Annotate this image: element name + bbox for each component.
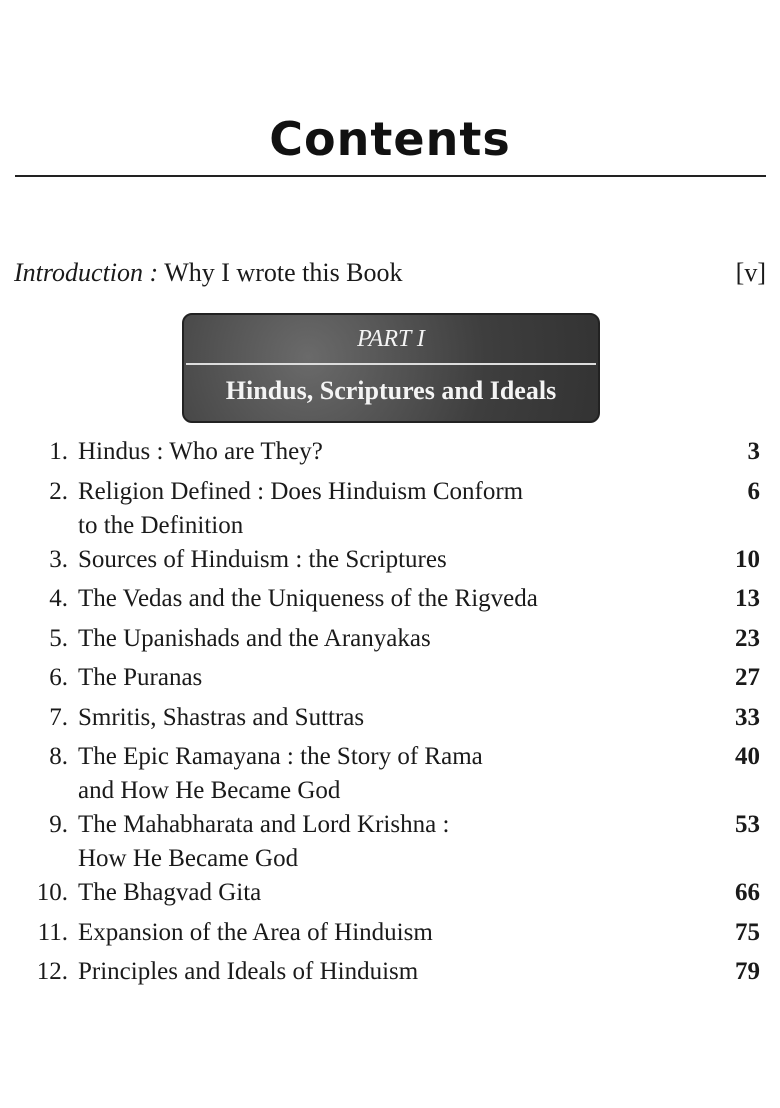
toc-entry[interactable] <box>0 543 780 577</box>
part-banner <box>182 313 600 423</box>
entry-title-line: Expansion of the Area of Hinduism <box>78 918 433 946</box>
entry-title-line: The Vedas and the Uniqueness of the Rigveda <box>78 585 538 612</box>
entry-page: 13 <box>735 585 760 612</box>
entry-title <box>78 955 640 989</box>
entry-title <box>78 808 640 876</box>
entry-number: 12. <box>36 958 68 985</box>
toc-entry[interactable] <box>0 661 780 695</box>
entry-number: 7. <box>49 703 68 731</box>
entry-title-line: The Bhagvad Gita <box>78 879 262 906</box>
entry-title-line: Principles and Ideals of Hinduism <box>78 958 419 985</box>
toc-entry[interactable] <box>0 435 780 469</box>
entry-page: 23 <box>735 624 760 652</box>
entry-title <box>78 543 640 577</box>
entry-title-line: Hindus : Who are They? <box>78 438 323 465</box>
entry-title <box>78 916 640 950</box>
entry-page: 79 <box>735 958 760 985</box>
entry-page: 33 <box>735 703 760 731</box>
entry-page: 53 <box>735 811 760 838</box>
entry-number: 9. <box>49 811 68 838</box>
entry-title-line: Smritis, Shastras and Suttras <box>78 703 365 731</box>
intro-text: Why I wrote this Book <box>164 258 403 287</box>
title-rule <box>15 175 766 177</box>
entry-title <box>78 740 640 808</box>
toc-entry[interactable] <box>0 955 780 989</box>
entry-title-line: Religion Defined : Does Hinduism Conform <box>78 477 524 505</box>
entry-title-line: The Epic Ramayana : the Story of Rama <box>78 743 483 770</box>
entry-title <box>78 661 640 695</box>
toc-entry[interactable] <box>0 475 780 543</box>
entry-title-line: The Upanishads and the Aranyakas <box>78 624 431 652</box>
entry-number: 3. <box>49 545 68 573</box>
entry-title-line: How He Became God <box>78 845 299 872</box>
entry-title-line: to the Definition <box>78 511 244 539</box>
entry-title-line: Sources of Hinduism : the Scriptures <box>78 545 447 573</box>
entry-title <box>78 435 640 469</box>
toc-entry[interactable] <box>0 876 780 910</box>
entry-number: 6. <box>49 664 68 691</box>
intro-page: [v] <box>735 258 766 287</box>
entry-page: 10 <box>735 545 760 573</box>
toc-list <box>0 435 780 995</box>
toc-entry[interactable] <box>0 916 780 950</box>
intro-label: Introduction : <box>14 258 159 287</box>
entry-number: 2. <box>49 477 68 505</box>
entry-page: 66 <box>735 879 760 906</box>
toc-entry[interactable] <box>0 740 780 808</box>
entry-page: 75 <box>735 918 760 946</box>
page-title: Contents <box>269 112 511 166</box>
entry-number: 5. <box>49 624 68 652</box>
toc-entry-introduction[interactable] <box>14 258 766 288</box>
entry-title-line: and How He Became God <box>78 777 341 804</box>
entry-page: 3 <box>747 438 760 465</box>
toc-entry[interactable] <box>0 701 780 735</box>
entry-page: 6 <box>747 477 760 505</box>
entry-title <box>78 582 640 616</box>
entry-number: 10. <box>36 879 68 906</box>
entry-number: 8. <box>49 743 68 770</box>
entry-title <box>78 701 640 735</box>
entry-title-line: The Puranas <box>78 664 203 691</box>
entry-page: 40 <box>735 743 760 770</box>
toc-entry[interactable] <box>0 582 780 616</box>
toc-entry[interactable] <box>0 622 780 656</box>
part-title: Hindus, Scriptures and Ideals <box>225 376 557 405</box>
entry-title <box>78 622 640 656</box>
entry-title-line: The Mahabharata and Lord Krishna : <box>78 811 450 838</box>
entry-number: 1. <box>49 438 68 465</box>
entry-title <box>78 876 640 910</box>
entry-title <box>78 475 640 543</box>
toc-entry[interactable] <box>0 808 780 876</box>
entry-number: 11. <box>37 918 68 946</box>
entry-number: 4. <box>49 585 68 612</box>
entry-page: 27 <box>735 664 760 691</box>
part-label: PART I <box>357 326 425 352</box>
